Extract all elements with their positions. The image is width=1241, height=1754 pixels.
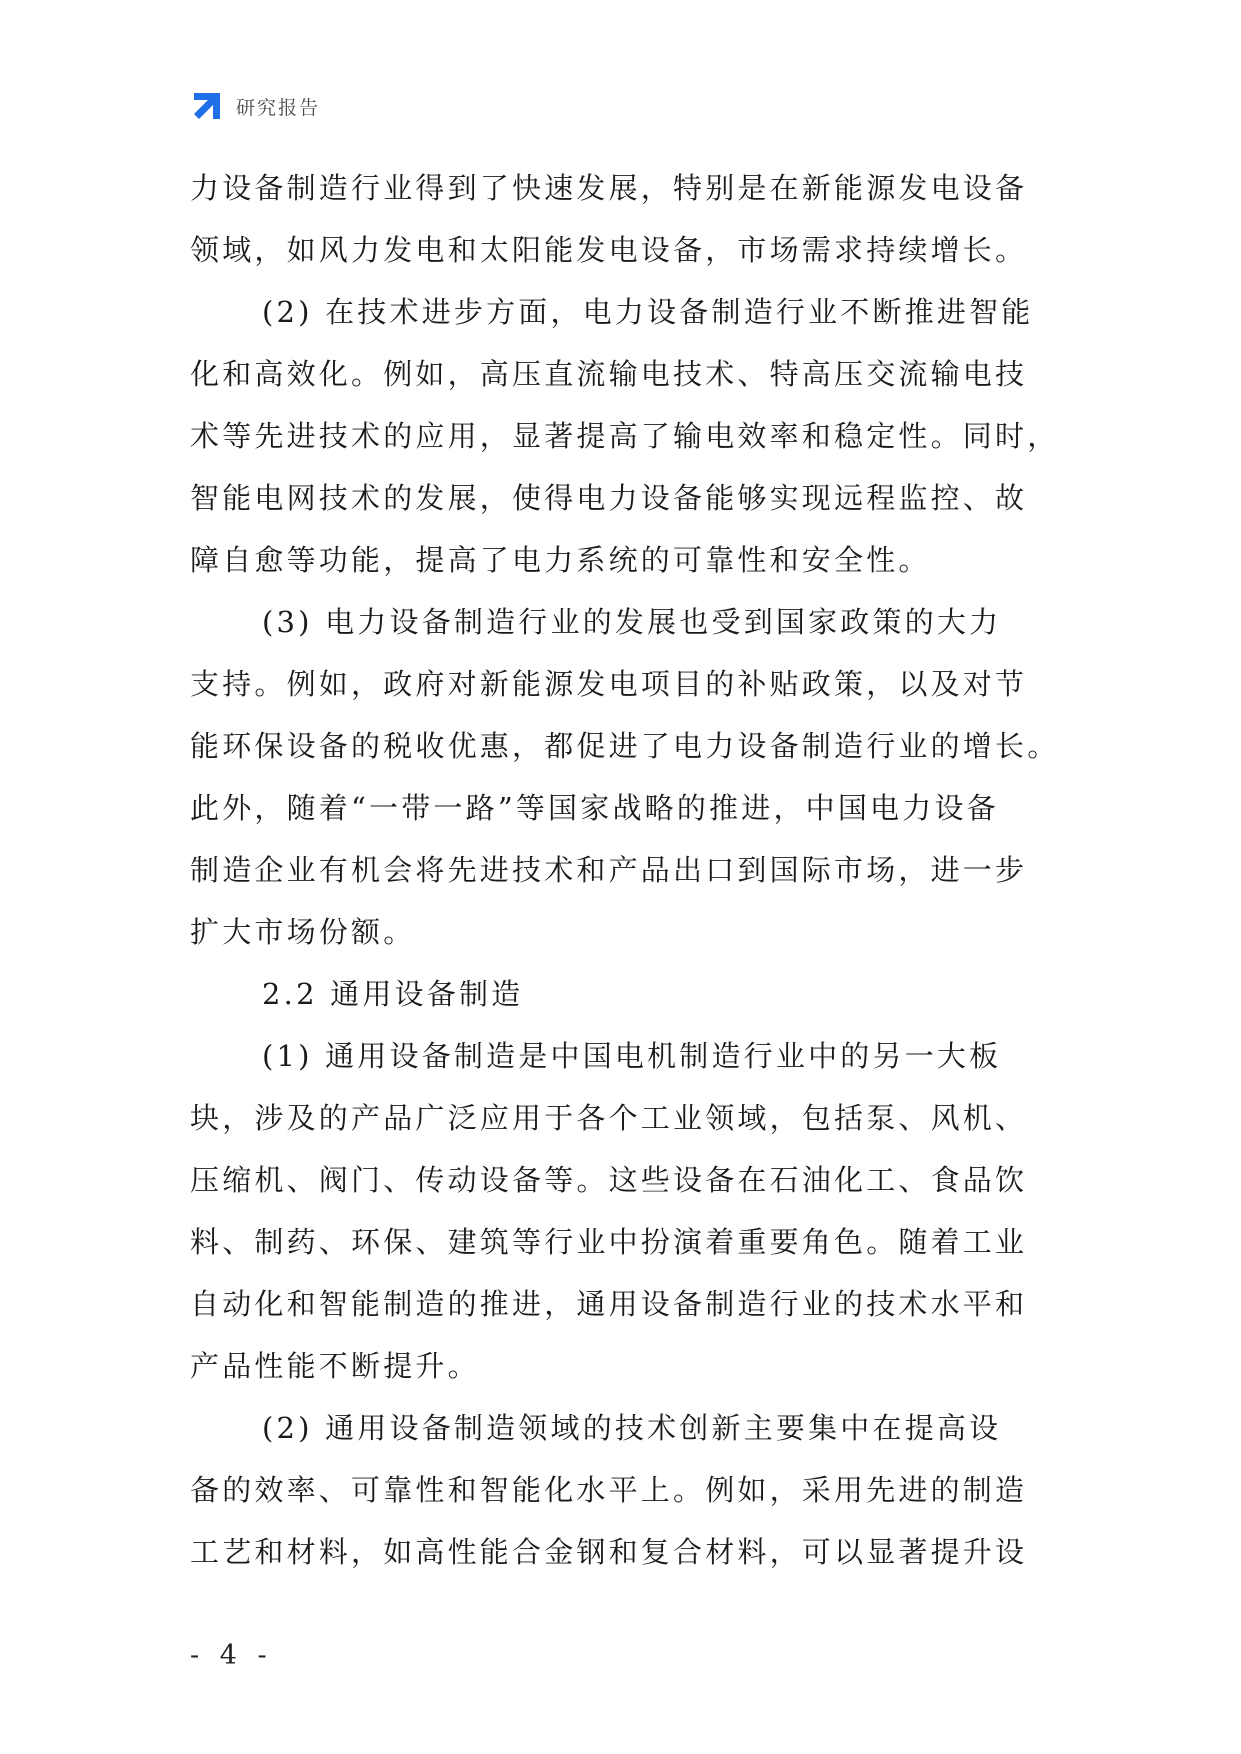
arrow-up-right-icon	[190, 89, 224, 123]
paragraph-start: (1) 通用设备制造是中国电机制造行业中的另一大板	[262, 1039, 1002, 1073]
document-body	[190, 157, 1070, 1583]
text-line: 术等先进技术的应用，显著提高了输电效率和稳定性。同时，	[190, 419, 1060, 453]
text-line: 制造企业有机会将先进技术和产品出口到国际市场，进一步	[190, 853, 1028, 887]
text-line: 扩大市场份额。	[190, 915, 416, 949]
text-line: 障自愈等功能，提高了电力系统的可靠性和安全性。	[190, 543, 931, 577]
text-line: 支持。例如，政府对新能源发电项目的补贴政策，以及对节	[190, 667, 1028, 701]
report-header	[190, 88, 320, 124]
text-line: 工艺和材料，如高性能合金钢和复合材料，可以显著提升设	[190, 1535, 1028, 1569]
text-line: 能环保设备的税收优惠，都促进了电力设备制造行业的增长。	[190, 729, 1060, 763]
text-line: 块，涉及的产品广泛应用于各个工业领域，包括泵、风机、	[190, 1101, 1028, 1135]
text-line: 化和高效化。例如，高压直流输电技术、特高压交流输电技	[190, 357, 1028, 391]
section-heading: 2.2 通用设备制造	[262, 977, 524, 1011]
text-line: 力设备制造行业得到了快速发展，特别是在新能源发电设备	[190, 171, 1028, 205]
text-line: 领域，如风力发电和太阳能发电设备，市场需求持续增长。	[190, 233, 1028, 267]
paragraph-start: (3) 电力设备制造行业的发展也受到国家政策的大力	[262, 605, 1002, 639]
text-line: 自动化和智能制造的推进，通用设备制造行业的技术水平和	[190, 1287, 1028, 1321]
paragraph-start: (2) 在技术进步方面，电力设备制造行业不断推进智能	[262, 295, 1034, 329]
text-line: 此外，随着“一带一路”等国家战略的推进，中国电力设备	[190, 791, 999, 825]
text-line: 智能电网技术的发展，使得电力设备能够实现远程监控、故	[190, 481, 1028, 515]
text-line: 料、制药、环保、建筑等行业中扮演着重要角色。随着工业	[190, 1225, 1028, 1259]
header-title: 研究报告	[236, 96, 321, 119]
text-line: 备的效率、可靠性和智能化水平上。例如，采用先进的制造	[190, 1473, 1028, 1507]
text-line: 压缩机、阀门、传动设备等。这些设备在石油化工、食品饮	[190, 1163, 1028, 1197]
page-number: - 4 -	[190, 1640, 273, 1671]
text-line: 产品性能不断提升。	[190, 1349, 480, 1383]
paragraph-start: (2) 通用设备制造领域的技术创新主要集中在提高设	[262, 1411, 1002, 1445]
